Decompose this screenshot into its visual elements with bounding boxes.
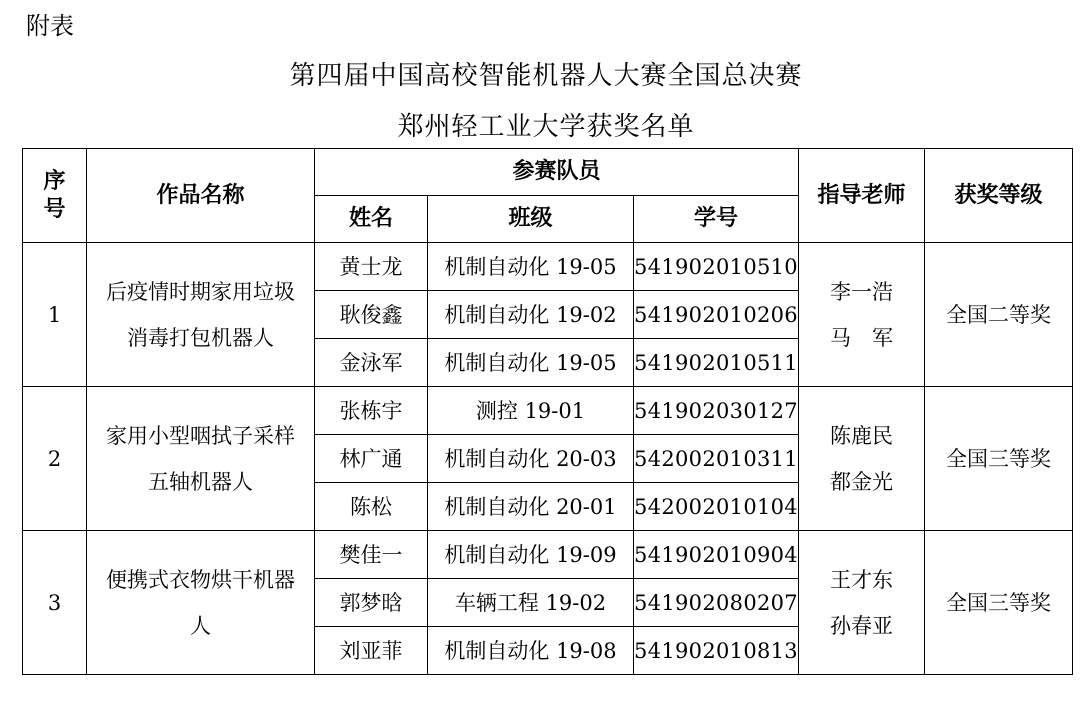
entry-work-name xyxy=(87,387,315,531)
document-subtitle: 郑州轻工业大学获奖名单 xyxy=(397,112,695,142)
member-class: 测控 19-01 xyxy=(428,387,634,435)
advisor-line1: 李一浩 xyxy=(830,279,893,304)
header-index-line2: 号 xyxy=(43,196,66,222)
member-class: 机制自动化 19-09 xyxy=(428,531,634,579)
document-title: 第四届中国高校智能机器人大赛全国总决赛 xyxy=(289,61,803,91)
header-member-class: 班级 xyxy=(428,196,634,243)
entry-advisor xyxy=(799,243,925,387)
member-id: 541902010206 xyxy=(634,291,799,339)
member-id: 541902010904 xyxy=(634,531,799,579)
table-header-row xyxy=(23,149,1073,196)
header-award-level: 获奖等级 xyxy=(925,149,1073,243)
advisor-line2: 都金光 xyxy=(830,469,893,494)
member-class: 车辆工程 19-02 xyxy=(428,579,634,627)
member-id: 541902030127 xyxy=(634,387,799,435)
member-name: 郭梦晗 xyxy=(315,579,428,627)
member-name: 张栋宇 xyxy=(315,387,428,435)
member-class: 机制自动化 20-01 xyxy=(428,483,634,531)
advisor-line1: 陈鹿民 xyxy=(830,423,893,448)
member-name: 樊佳一 xyxy=(315,531,428,579)
advisor-line2: 马 军 xyxy=(830,325,893,350)
member-class: 机制自动化 19-08 xyxy=(428,627,634,675)
entry-work-line2: 样五轴机器人 xyxy=(148,423,295,494)
header-work-name: 作品名称 xyxy=(87,149,315,243)
table-row xyxy=(23,243,1073,291)
entry-work-name xyxy=(87,243,315,387)
member-name: 耿俊鑫 xyxy=(315,291,428,339)
member-id: 542002010311 xyxy=(634,435,799,483)
member-id: 541902080207 xyxy=(634,579,799,627)
entry-work-line1: 家用小型咽拭子采 xyxy=(106,423,274,448)
header-index-line1: 序 xyxy=(43,168,66,194)
entry-award: 全国三等奖 xyxy=(925,387,1073,531)
member-class: 机制自动化 20-03 xyxy=(428,435,634,483)
member-id: 541902010813 xyxy=(634,627,799,675)
entry-work-line1: 便携式衣物烘干机 xyxy=(106,567,274,592)
header-advisor: 指导老师 xyxy=(799,149,925,243)
member-class: 机制自动化 19-02 xyxy=(428,291,634,339)
member-id: 541902010510 xyxy=(634,243,799,291)
header-member-id: 学号 xyxy=(634,196,799,243)
member-name: 林广通 xyxy=(315,435,428,483)
entry-advisor xyxy=(799,531,925,675)
entry-award: 全国二等奖 xyxy=(925,243,1073,387)
header-member-name: 姓名 xyxy=(315,196,428,243)
member-name: 刘亚菲 xyxy=(315,627,428,675)
entry-work-line1: 后疫情时期家用垃 xyxy=(106,279,274,304)
entry-index: 1 xyxy=(23,243,87,387)
member-name: 陈松 xyxy=(315,483,428,531)
entry-work-line2: 器人 xyxy=(190,567,295,638)
member-id: 541902010511 xyxy=(634,339,799,387)
entry-work-name xyxy=(87,531,315,675)
entry-index: 3 xyxy=(23,531,87,675)
entry-advisor xyxy=(799,387,925,531)
member-id: 542002010104 xyxy=(634,483,799,531)
entry-index: 2 xyxy=(23,387,87,531)
member-class: 机制自动化 19-05 xyxy=(428,243,634,291)
member-class: 机制自动化 19-05 xyxy=(428,339,634,387)
award-list-table xyxy=(22,148,1073,675)
header-members-group: 参赛队员 xyxy=(315,149,799,196)
advisor-line2: 孙春亚 xyxy=(830,613,893,638)
table-row xyxy=(23,531,1073,579)
table-row xyxy=(23,387,1073,435)
entry-award: 全国三等奖 xyxy=(925,531,1073,675)
appendix-label: 附表 xyxy=(26,12,74,40)
entry-work-line2: 圾消毒打包机器人 xyxy=(127,279,295,350)
header-index xyxy=(23,149,87,243)
member-name: 金泳军 xyxy=(315,339,428,387)
member-name: 黄士龙 xyxy=(315,243,428,291)
advisor-line1: 王才东 xyxy=(830,567,893,592)
